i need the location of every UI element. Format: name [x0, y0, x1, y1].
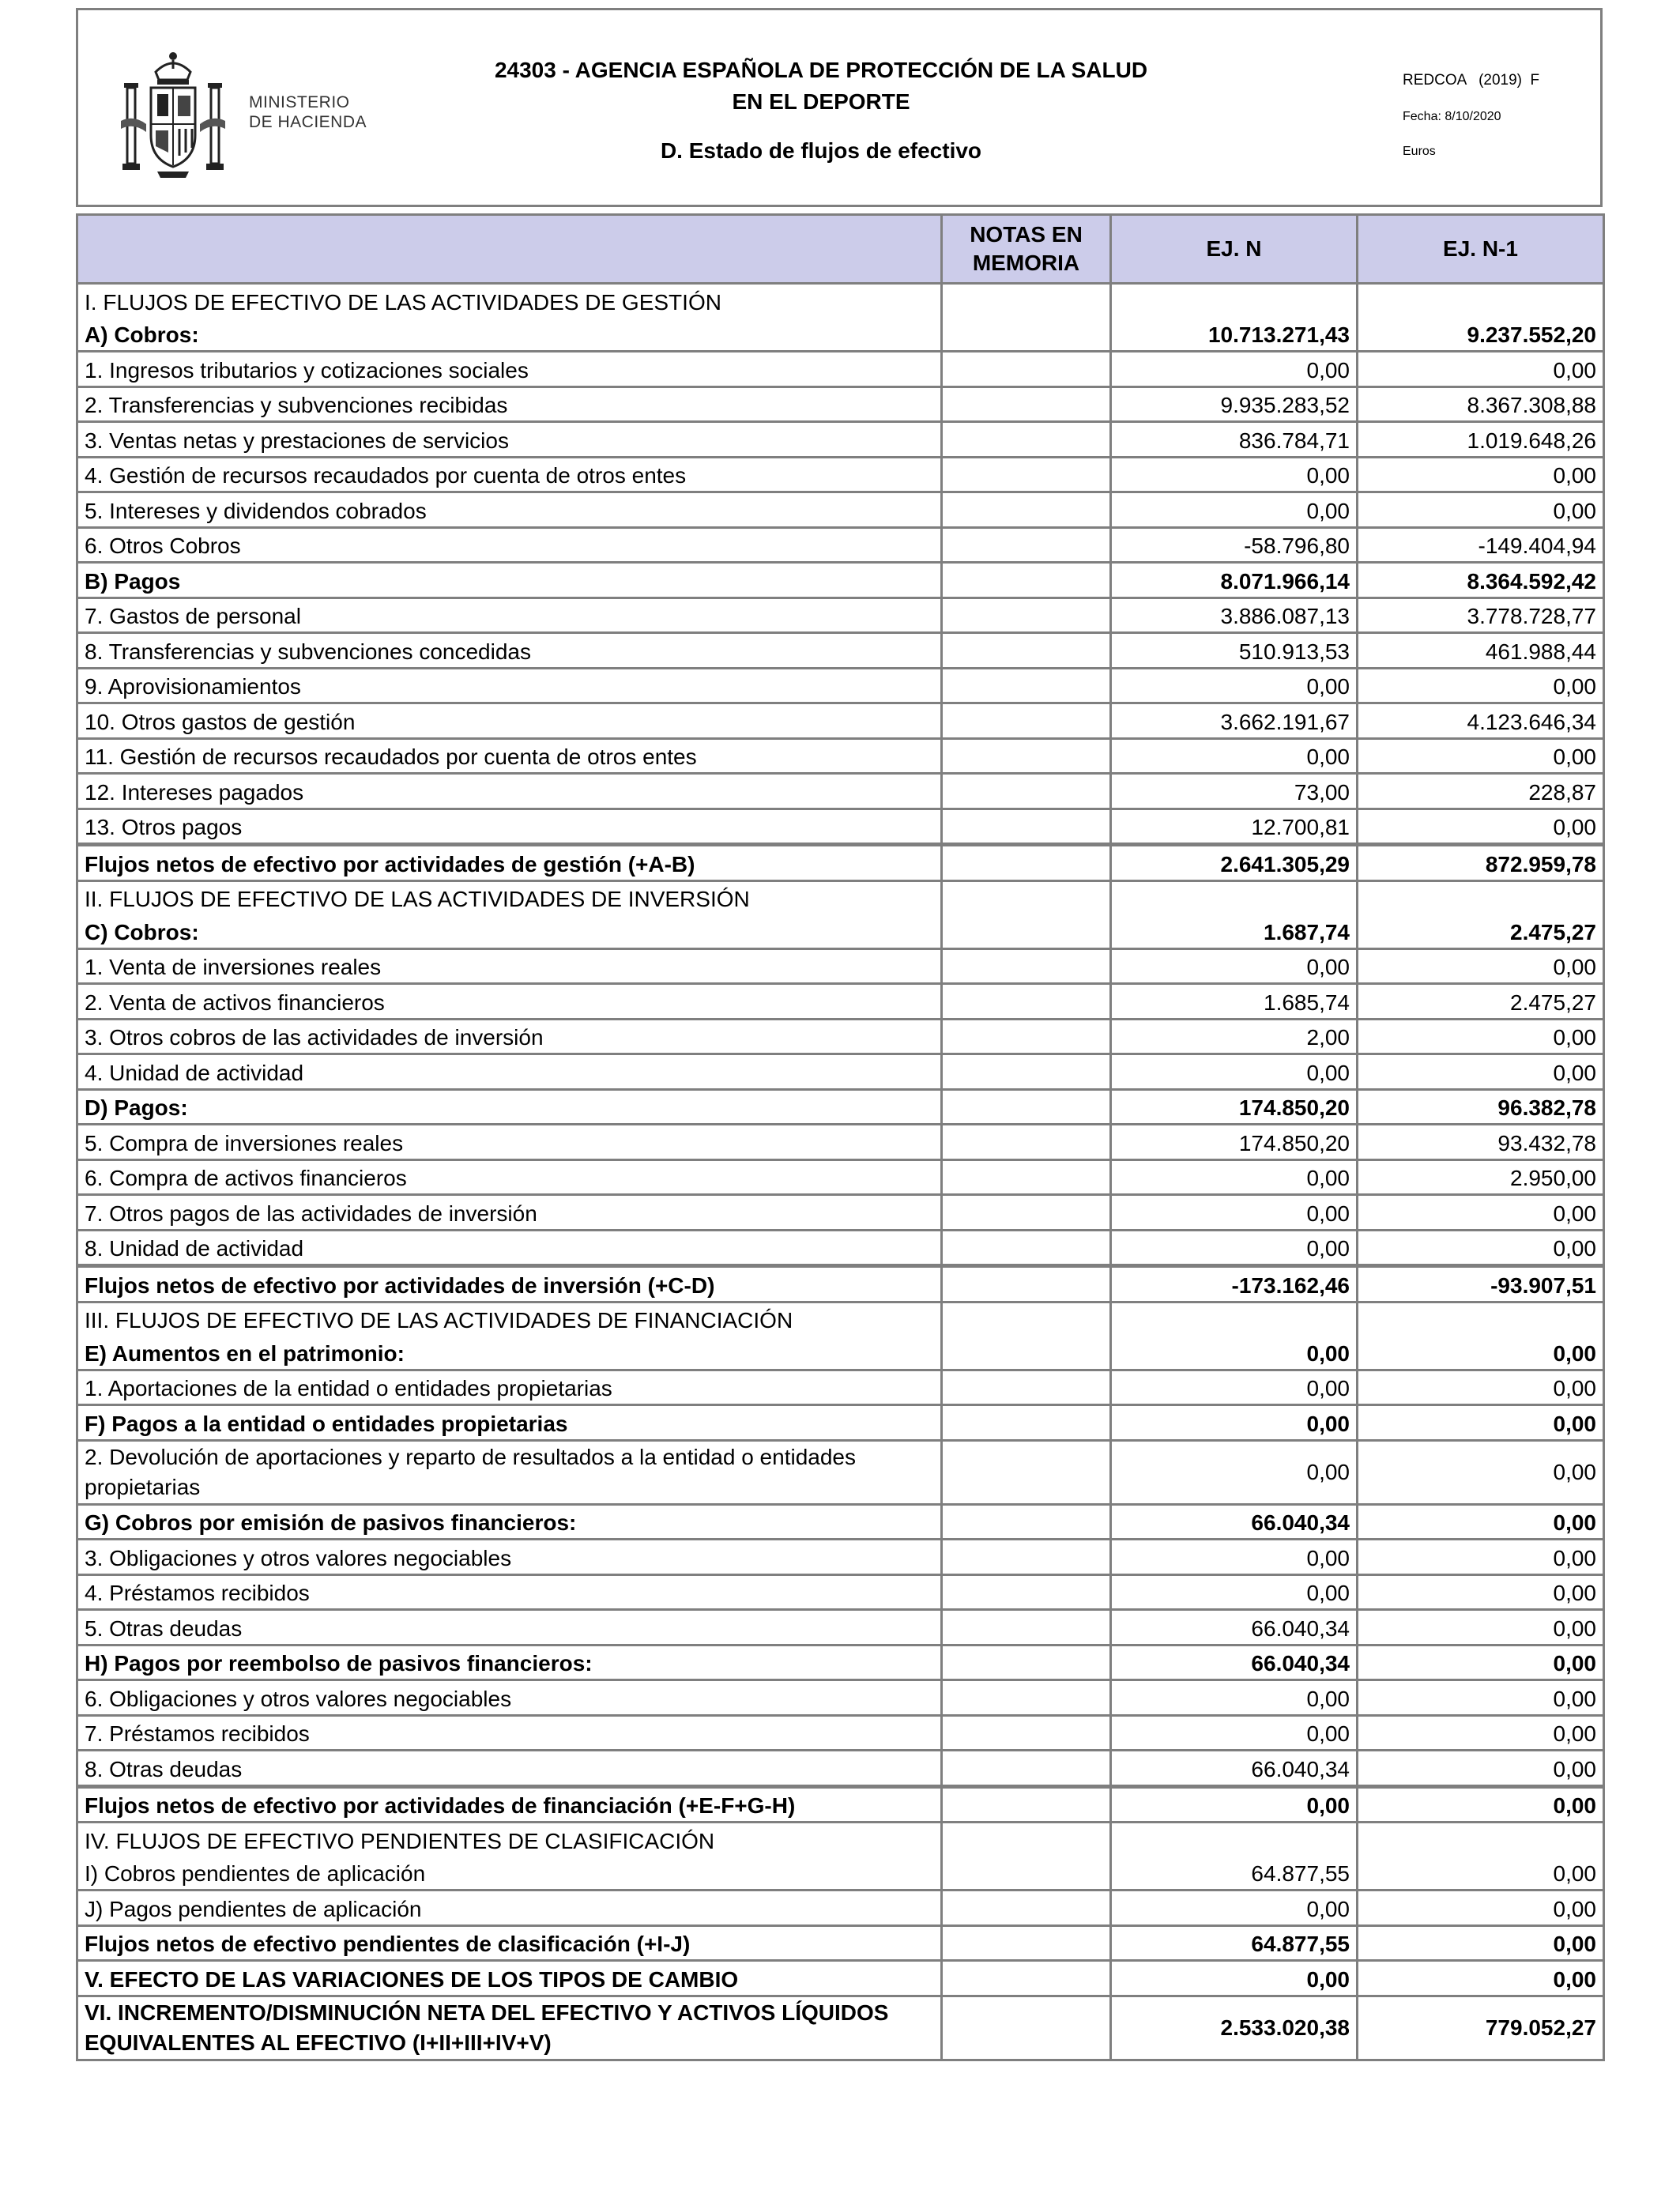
row-notes	[942, 1195, 1111, 1231]
row-value-current-year: 64.877,55	[1111, 1925, 1358, 1961]
row-value-previous-year: 0,00	[1358, 1574, 1604, 1610]
table-row	[77, 318, 1604, 352]
row-value-current-year	[1111, 284, 1358, 318]
table-row	[77, 1019, 1604, 1054]
row-value-previous-year: 2.475,27	[1358, 984, 1604, 1020]
row-value-previous-year: 0,00	[1358, 457, 1604, 492]
row-notes	[942, 563, 1111, 598]
row-value-current-year: 0,00	[1111, 948, 1358, 984]
row-value-current-year: 1.687,74	[1111, 914, 1358, 948]
row-label: 8. Unidad de actividad	[77, 1230, 942, 1266]
table-row	[77, 1610, 1604, 1646]
row-value-current-year: 10.713.271,43	[1111, 318, 1358, 352]
row-value-current-year: 2.533.020,38	[1111, 1996, 1358, 2060]
table-row	[77, 738, 1604, 774]
table-row	[77, 1540, 1604, 1575]
row-value-previous-year: 2.950,00	[1358, 1159, 1604, 1195]
row-notes	[942, 1440, 1111, 1504]
row-value-previous-year: 779.052,27	[1358, 1996, 1604, 2060]
row-value-previous-year	[1358, 1823, 1604, 1857]
ministry-line-1: MINISTERIO	[249, 93, 350, 111]
row-label: 3. Otros cobros de las actividades de inversión	[77, 1019, 942, 1054]
row-value-current-year: 1.685,74	[1111, 984, 1358, 1020]
row-label: 1. Venta de inversiones reales	[77, 948, 942, 984]
row-label: 3. Obligaciones y otros valores negociables	[77, 1540, 942, 1575]
table-row	[77, 1504, 1604, 1540]
table-row	[77, 1574, 1604, 1610]
row-value-previous-year: 0,00	[1358, 1680, 1604, 1716]
table-row	[77, 633, 1604, 669]
row-notes	[942, 1610, 1111, 1646]
row-notes	[942, 1159, 1111, 1195]
row-value-previous-year: 0,00	[1358, 1891, 1604, 1926]
row-value-previous-year: 0,00	[1358, 948, 1604, 984]
row-notes	[942, 1857, 1111, 1891]
row-value-previous-year: 0,00	[1358, 1645, 1604, 1680]
table-row	[77, 1891, 1604, 1926]
row-value-previous-year: 461.988,44	[1358, 633, 1604, 669]
row-label: VI. INCREMENTO/DISMINUCIÓN NETA DEL EFECTIVO Y ACTIVOS LÍQUIDOS EQUIVALENTES AL EFECTIVO (I+II+III+IV+V)	[77, 1996, 942, 2060]
row-value-current-year: 3.662.191,67	[1111, 703, 1358, 739]
column-header-current-year: EJ. N	[1111, 215, 1358, 284]
row-value-current-year: 0,00	[1111, 668, 1358, 703]
table-header-row	[77, 215, 1604, 284]
report-code: REDCOA (2019) F	[1403, 72, 1540, 89]
row-label: 2. Devolución de aportaciones y reparto de resultados a la entidad o entidades propietarias	[77, 1440, 942, 1504]
row-value-previous-year: 0,00	[1358, 1540, 1604, 1575]
row-label: IV. FLUJOS DE EFECTIVO PENDIENTES DE CLASIFICACIÓN	[77, 1823, 942, 1857]
row-notes	[942, 352, 1111, 387]
table-row	[77, 984, 1604, 1020]
row-label: 8. Otras deudas	[77, 1751, 942, 1787]
row-value-current-year: -173.162,46	[1111, 1266, 1358, 1302]
ministry-name	[249, 92, 367, 132]
row-value-current-year: 66.040,34	[1111, 1504, 1358, 1540]
row-notes	[942, 1266, 1111, 1302]
row-label: 1. Ingresos tributarios y cotizaciones sociales	[77, 352, 942, 387]
table-row	[77, 1089, 1604, 1125]
row-value-previous-year: 0,00	[1358, 1230, 1604, 1266]
row-value-previous-year: 0,00	[1358, 1504, 1604, 1540]
row-value-current-year: 0,00	[1111, 1961, 1358, 1996]
row-notes	[942, 527, 1111, 563]
table-row	[77, 1230, 1604, 1266]
row-value-previous-year: 0,00	[1358, 492, 1604, 528]
table-row	[77, 948, 1604, 984]
row-value-previous-year: 872.959,78	[1358, 845, 1604, 881]
row-value-current-year: 0,00	[1111, 1405, 1358, 1441]
row-label: 3. Ventas netas y prestaciones de servicios	[77, 422, 942, 458]
row-label: 12. Intereses pagados	[77, 774, 942, 809]
row-value-previous-year	[1358, 880, 1604, 914]
row-value-previous-year: 0,00	[1358, 1019, 1604, 1054]
row-notes	[942, 774, 1111, 809]
row-label: G) Cobros por emisión de pasivos financieros:	[77, 1504, 942, 1540]
row-notes	[942, 1645, 1111, 1680]
row-notes	[942, 1336, 1111, 1370]
table-row	[77, 457, 1604, 492]
row-label: 7. Otros pagos de las actividades de inversión	[77, 1195, 942, 1231]
table-row	[77, 774, 1604, 809]
table-row	[77, 527, 1604, 563]
table-row	[77, 1159, 1604, 1195]
row-value-previous-year: 0,00	[1358, 1715, 1604, 1751]
row-value-previous-year: 93.432,78	[1358, 1125, 1604, 1160]
row-value-previous-year: 96.382,78	[1358, 1089, 1604, 1125]
row-value-previous-year	[1358, 284, 1604, 318]
row-notes	[942, 738, 1111, 774]
row-notes	[942, 984, 1111, 1020]
table-row	[77, 845, 1604, 881]
row-label: 6. Otros Cobros	[77, 527, 942, 563]
table-row	[77, 880, 1604, 914]
column-header-concept	[77, 215, 942, 284]
row-value-current-year: 0,00	[1111, 738, 1358, 774]
row-label: 10. Otros gastos de gestión	[77, 703, 942, 739]
row-value-previous-year: 9.237.552,20	[1358, 318, 1604, 352]
row-notes	[942, 1230, 1111, 1266]
table-row	[77, 1370, 1604, 1405]
row-value-previous-year: 0,00	[1358, 1610, 1604, 1646]
table-row	[77, 598, 1604, 633]
row-notes	[942, 1891, 1111, 1926]
cash-flow-table	[76, 213, 1605, 2061]
row-label: 13. Otros pagos	[77, 809, 942, 845]
row-label: 5. Intereses y dividendos cobrados	[77, 492, 942, 528]
row-label: V. EFECTO DE LAS VARIACIONES DE LOS TIPOS DE CAMBIO	[77, 1961, 942, 1996]
row-value-current-year	[1111, 1302, 1358, 1336]
row-notes	[942, 492, 1111, 528]
row-value-current-year: 0,00	[1111, 1891, 1358, 1926]
row-label: 4. Gestión de recursos recaudados por cuenta de otros entes	[77, 457, 942, 492]
table-row	[77, 914, 1604, 948]
row-value-current-year: 73,00	[1111, 774, 1358, 809]
row-notes	[942, 422, 1111, 458]
row-value-current-year: 66.040,34	[1111, 1645, 1358, 1680]
row-value-current-year: 12.700,81	[1111, 809, 1358, 845]
row-label: Flujos netos de efectivo pendientes de clasificación (+I-J)	[77, 1925, 942, 1961]
column-header-previous-year: EJ. N-1	[1358, 215, 1604, 284]
row-value-current-year: 174.850,20	[1111, 1125, 1358, 1160]
row-value-previous-year: 0,00	[1358, 1405, 1604, 1441]
row-label: F) Pagos a la entidad o entidades propietarias	[77, 1405, 942, 1441]
row-value-previous-year: 1.019.648,26	[1358, 422, 1604, 458]
row-notes	[942, 386, 1111, 422]
table-row	[77, 386, 1604, 422]
row-label: E) Aumentos en el patrimonio:	[77, 1336, 942, 1370]
table-row	[77, 422, 1604, 458]
table-row	[77, 1996, 1604, 2060]
table-row	[77, 1645, 1604, 1680]
row-notes	[942, 1751, 1111, 1787]
row-value-previous-year: 0,00	[1358, 1857, 1604, 1891]
row-value-previous-year: 0,00	[1358, 668, 1604, 703]
row-value-current-year: 0,00	[1111, 1370, 1358, 1405]
row-value-previous-year: 0,00	[1358, 1751, 1604, 1787]
row-value-current-year: 0,00	[1111, 1054, 1358, 1090]
row-label: J) Pagos pendientes de aplicación	[77, 1891, 942, 1926]
row-value-current-year: 836.784,71	[1111, 422, 1358, 458]
row-value-current-year: 2.641.305,29	[1111, 845, 1358, 881]
row-value-current-year	[1111, 880, 1358, 914]
table-row	[77, 1054, 1604, 1090]
row-label: III. FLUJOS DE EFECTIVO DE LAS ACTIVIDADES DE FINANCIACIÓN	[77, 1302, 942, 1336]
row-value-current-year: 2,00	[1111, 1019, 1358, 1054]
row-label: II. FLUJOS DE EFECTIVO DE LAS ACTIVIDADES DE INVERSIÓN	[77, 880, 942, 914]
row-label: A) Cobros:	[77, 318, 942, 352]
table-row	[77, 1125, 1604, 1160]
currency-label: Euros	[1403, 145, 1436, 158]
row-value-current-year: 0,00	[1111, 352, 1358, 387]
row-label: 2. Transferencias y subvenciones recibidas	[77, 386, 942, 422]
row-value-previous-year: 0,00	[1358, 1961, 1604, 1996]
row-label: I. FLUJOS DE EFECTIVO DE LAS ACTIVIDADES DE GESTIÓN	[77, 284, 942, 318]
statement-title: D. Estado de flujos de efectivo	[660, 138, 982, 163]
table-row	[77, 563, 1604, 598]
row-value-previous-year: 3.778.728,77	[1358, 598, 1604, 633]
row-value-current-year: 0,00	[1111, 1230, 1358, 1266]
table-row	[77, 703, 1604, 739]
table-row	[77, 1195, 1604, 1231]
row-notes	[942, 914, 1111, 948]
table-row	[77, 352, 1604, 387]
row-label: 8. Transferencias y subvenciones concedidas	[77, 633, 942, 669]
row-value-previous-year: 0,00	[1358, 1195, 1604, 1231]
row-notes	[942, 1574, 1111, 1610]
row-value-previous-year: 0,00	[1358, 1054, 1604, 1090]
row-notes	[942, 1405, 1111, 1441]
table-row	[77, 1680, 1604, 1716]
row-value-current-year	[1111, 1823, 1358, 1857]
row-label: Flujos netos de efectivo por actividades de financiación (+E-F+G-H)	[77, 1786, 942, 1823]
table-row	[77, 1857, 1604, 1891]
row-value-current-year: 0,00	[1111, 1540, 1358, 1575]
row-notes	[942, 1925, 1111, 1961]
row-label: 11. Gestión de recursos recaudados por cuenta de otros entes	[77, 738, 942, 774]
table-row	[77, 492, 1604, 528]
table-row	[77, 1751, 1604, 1787]
row-label: 6. Obligaciones y otros valores negociables	[77, 1680, 942, 1716]
row-notes	[942, 1823, 1111, 1857]
row-value-current-year: 64.877,55	[1111, 1857, 1358, 1891]
row-label: 7. Gastos de personal	[77, 598, 942, 633]
row-value-current-year: 510.913,53	[1111, 633, 1358, 669]
row-value-previous-year: 0,00	[1358, 352, 1604, 387]
table-row	[77, 1786, 1604, 1823]
row-value-previous-year: 0,00	[1358, 1336, 1604, 1370]
row-value-previous-year: 4.123.646,34	[1358, 703, 1604, 739]
row-value-current-year: 0,00	[1111, 1440, 1358, 1504]
row-value-current-year: 0,00	[1111, 1574, 1358, 1610]
row-notes	[942, 1370, 1111, 1405]
row-notes	[942, 1019, 1111, 1054]
row-label: 1. Aportaciones de la entidad o entidades propietarias	[77, 1370, 942, 1405]
row-value-previous-year: 0,00	[1358, 809, 1604, 845]
column-header-notes: NOTAS EN MEMORIA	[942, 215, 1111, 284]
row-notes	[942, 1089, 1111, 1125]
row-value-previous-year: 0,00	[1358, 738, 1604, 774]
row-label: 4. Unidad de actividad	[77, 1054, 942, 1090]
row-value-previous-year: -93.907,51	[1358, 1266, 1604, 1302]
row-notes	[942, 1504, 1111, 1540]
report-date: Fecha: 8/10/2020	[1403, 110, 1501, 123]
table-row	[77, 1440, 1604, 1504]
row-label: Flujos netos de efectivo por actividades de gestión (+A-B)	[77, 845, 942, 881]
row-value-previous-year: 8.364.592,42	[1358, 563, 1604, 598]
row-value-current-year: 174.850,20	[1111, 1089, 1358, 1125]
row-label: I) Cobros pendientes de aplicación	[77, 1857, 942, 1891]
row-value-previous-year: 2.475,27	[1358, 914, 1604, 948]
row-notes	[942, 703, 1111, 739]
table-row	[77, 1336, 1604, 1370]
row-notes	[942, 1125, 1111, 1160]
row-notes	[942, 845, 1111, 881]
row-notes	[942, 284, 1111, 318]
row-value-current-year: 0,00	[1111, 492, 1358, 528]
row-value-current-year: 0,00	[1111, 1715, 1358, 1751]
row-notes	[942, 1715, 1111, 1751]
row-label: 6. Compra de activos financieros	[77, 1159, 942, 1195]
row-label: 5. Otras deudas	[77, 1610, 942, 1646]
row-notes	[942, 809, 1111, 845]
row-label: 7. Préstamos recibidos	[77, 1715, 942, 1751]
row-notes	[942, 1996, 1111, 2060]
row-notes	[942, 1961, 1111, 1996]
row-notes	[942, 1680, 1111, 1716]
row-label: 5. Compra de inversiones reales	[77, 1125, 942, 1160]
table-row	[77, 284, 1604, 318]
row-notes	[942, 598, 1111, 633]
row-value-current-year: -58.796,80	[1111, 527, 1358, 563]
row-value-current-year: 0,00	[1111, 457, 1358, 492]
row-value-current-year: 66.040,34	[1111, 1610, 1358, 1646]
row-notes	[942, 318, 1111, 352]
row-value-previous-year: 228,87	[1358, 774, 1604, 809]
table-row	[77, 1405, 1604, 1441]
row-label: H) Pagos por reembolso de pasivos financieros:	[77, 1645, 942, 1680]
ministry-line-2: DE HACIENDA	[249, 113, 367, 131]
row-label: C) Cobros:	[77, 914, 942, 948]
coat-of-arms-of-spain-icon	[118, 48, 228, 183]
row-notes	[942, 948, 1111, 984]
row-value-previous-year: 0,00	[1358, 1925, 1604, 1961]
table-row	[77, 1302, 1604, 1336]
row-value-current-year: 0,00	[1111, 1786, 1358, 1823]
row-value-current-year: 3.886.087,13	[1111, 598, 1358, 633]
row-notes	[942, 1302, 1111, 1336]
row-value-current-year: 9.935.283,52	[1111, 386, 1358, 422]
row-value-previous-year: 8.367.308,88	[1358, 386, 1604, 422]
row-value-current-year: 8.071.966,14	[1111, 563, 1358, 598]
row-value-current-year: 0,00	[1111, 1159, 1358, 1195]
table-row	[77, 668, 1604, 703]
row-value-current-year: 0,00	[1111, 1195, 1358, 1231]
row-notes	[942, 457, 1111, 492]
table-row	[77, 1925, 1604, 1961]
row-label: Flujos netos de efectivo por actividades de inversión (+C-D)	[77, 1266, 942, 1302]
row-label: 2. Venta de activos financieros	[77, 984, 942, 1020]
table-row	[77, 1715, 1604, 1751]
row-label: 9. Aprovisionamientos	[77, 668, 942, 703]
row-value-previous-year: 0,00	[1358, 1440, 1604, 1504]
row-notes	[942, 880, 1111, 914]
row-value-previous-year: -149.404,94	[1358, 527, 1604, 563]
row-value-current-year: 66.040,34	[1111, 1751, 1358, 1787]
row-value-current-year: 0,00	[1111, 1680, 1358, 1716]
row-notes	[942, 1786, 1111, 1823]
report-header	[76, 8, 1603, 207]
row-label: 4. Préstamos recibidos	[77, 1574, 942, 1610]
table-row	[77, 1266, 1604, 1302]
row-notes	[942, 1054, 1111, 1090]
row-notes	[942, 1540, 1111, 1575]
table-row	[77, 1961, 1604, 1996]
row-value-previous-year: 0,00	[1358, 1786, 1604, 1823]
row-label: B) Pagos	[77, 563, 942, 598]
table-row	[77, 809, 1604, 845]
row-label: D) Pagos:	[77, 1089, 942, 1125]
table-body	[77, 284, 1604, 2060]
entity-title: 24303 - AGENCIA ESPAÑOLA DE PROTECCIÓN DE LA SALUD EN EL DEPORTE	[494, 58, 1148, 114]
row-notes	[942, 668, 1111, 703]
row-value-current-year: 0,00	[1111, 1336, 1358, 1370]
row-value-previous-year	[1358, 1302, 1604, 1336]
row-notes	[942, 633, 1111, 669]
table-row	[77, 1823, 1604, 1857]
row-value-previous-year: 0,00	[1358, 1370, 1604, 1405]
